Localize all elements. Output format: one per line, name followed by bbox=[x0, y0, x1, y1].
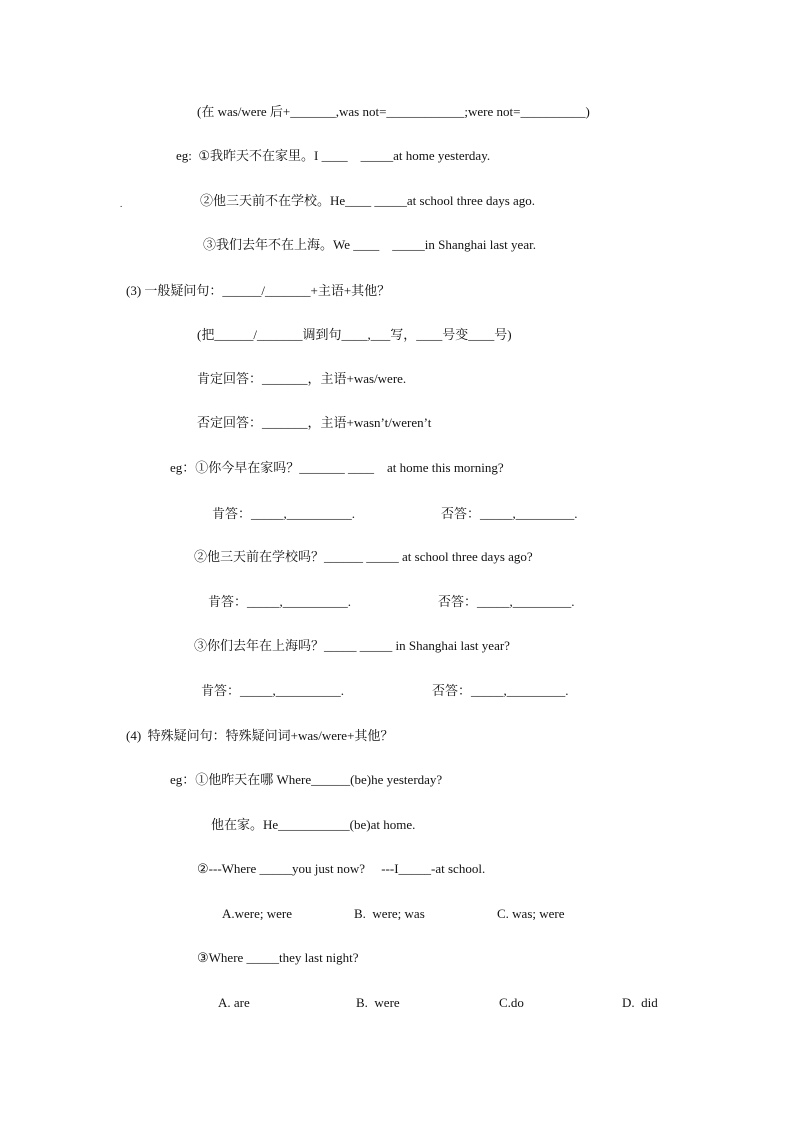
question-2: ②他三天前在学校吗？______ _____ at school three days ago? bbox=[194, 549, 533, 564]
question-1-yes: 肯答：_____,__________. bbox=[212, 506, 356, 521]
option-a-1: A.were; were bbox=[222, 906, 293, 921]
option-b-2: B. were bbox=[356, 995, 400, 1010]
question-3-yes: 肯答：_____,__________. bbox=[201, 683, 345, 698]
question-1-no: 否答：_____,_________. bbox=[441, 506, 578, 521]
question-1: eg：①你今早在家吗？_______ ____ at home this morning? bbox=[170, 460, 504, 475]
section-3-heading: (3) 一般疑问句：______/_______+主语+其他？ bbox=[126, 283, 391, 298]
section-3-rule: (把______/_______调到句____,___写，____号变____号) bbox=[197, 327, 512, 342]
stray-dot: . bbox=[120, 199, 123, 209]
was-were-negation-rule: (在 was/were 后+_______,was not=____________;were not=__________) bbox=[197, 104, 590, 119]
question-3: ③你们去年在上海吗？_____ _____ in Shanghai last year? bbox=[194, 638, 510, 653]
option-c-1: C. was; were bbox=[497, 906, 565, 921]
question-2-no: 否答：_____,_________. bbox=[438, 594, 575, 609]
option-d-2: D. did bbox=[622, 995, 658, 1010]
example-1-negative: eg: ①我昨天不在家里。I ____ _____at home yesterday. bbox=[176, 148, 491, 163]
option-c-2: C.do bbox=[499, 995, 524, 1010]
affirmative-answer-rule: 肯定回答：_______，主语+was/were. bbox=[197, 371, 407, 386]
wh-question-example-3: ③Where _____they last night? bbox=[197, 950, 359, 965]
example-2-negative: ②他三天前不在学校。He____ _____at school three days ago. bbox=[200, 193, 536, 208]
wh-answer-example-1: 他在家。He___________(be)at home. bbox=[211, 817, 416, 832]
question-2-yes: 肯答：_____,__________. bbox=[208, 594, 352, 609]
wh-question-example-2: ②---Where _____you just now? ---I_____-at school. bbox=[197, 861, 486, 876]
wh-question-example-1: eg：①他昨天在哪 Where______(be)he yesterday? bbox=[170, 772, 443, 787]
option-b-1: B. were; was bbox=[354, 906, 425, 921]
negative-answer-rule: 否定回答：_______，主语+wasn’t/weren’t bbox=[197, 415, 432, 430]
option-a-2: A. are bbox=[218, 995, 250, 1010]
section-4-heading: (4) 特殊疑问句：特殊疑问词+was/were+其他？ bbox=[126, 728, 394, 743]
question-3-no: 否答：_____,_________. bbox=[432, 683, 569, 698]
example-3-negative: ③我们去年不在上海。We ____ _____in Shanghai last year. bbox=[203, 237, 536, 252]
